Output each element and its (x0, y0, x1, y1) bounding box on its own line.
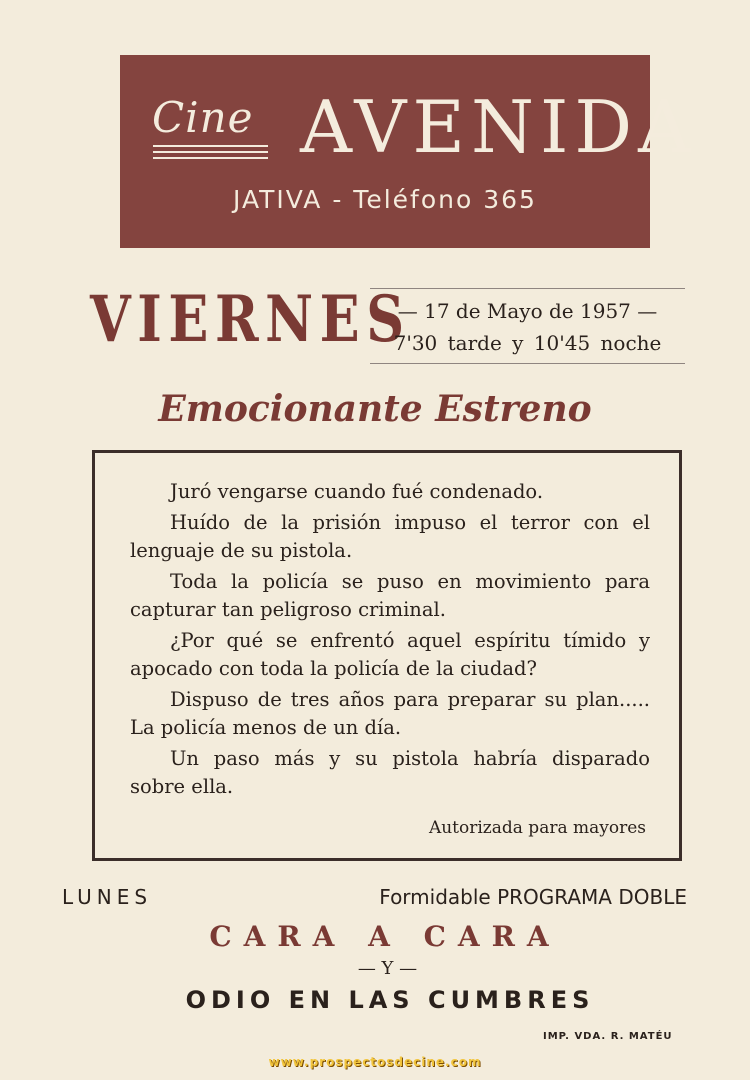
website-watermark: www.prospectosdecine.com (268, 1055, 482, 1069)
tagline: Emocionante Estreno (158, 388, 592, 430)
location-phone: JATIVA - Teléfono 365 (233, 185, 537, 214)
plot-paragraph: Dispuso de tres años para preparar su plan..... La policía menos de un día. (130, 688, 650, 739)
cinema-header (120, 55, 697, 248)
box-border-right (679, 453, 682, 858)
plot-paragraph: Huído de la prisión impuso el terror con el lenguaje de su pistola. (130, 511, 650, 562)
date-time-block (370, 288, 685, 364)
rating-note: Autorizada para mayores (428, 818, 646, 838)
program-label: Formidable PROGRAMA DOBLE (379, 885, 687, 909)
screening-day: VIERNES (90, 282, 411, 357)
plot-text (130, 478, 650, 804)
next-day: LUNES (62, 885, 153, 909)
plot-box (92, 450, 682, 861)
cinema-name: AVENIDA (300, 85, 697, 169)
decorative-lines (153, 145, 268, 165)
next-program-row (62, 883, 687, 913)
printer-credit: IMP. VDA. R. MATÉU (543, 1031, 673, 1042)
film-title-1: CARA A CARA (209, 920, 561, 953)
film-title-2: ODIO EN LAS CUMBRES (185, 986, 595, 1014)
plot-paragraph: Juró vengarse cuando fué condenado. (170, 480, 544, 503)
screening-times: 7'30 tarde y 10'45 noche (393, 331, 662, 355)
plot-paragraph: Un paso más y su pistola habría disparado sobre ella. (130, 747, 650, 798)
screening-date: — 17 de Mayo de 1957 — (397, 299, 658, 323)
plot-paragraph: ¿Por qué se enfrentó aquel espíritu tímido y apocado con toda la policía de la ciudad? (130, 629, 650, 680)
box-border-left (92, 453, 95, 858)
cine-label: Cine (152, 93, 254, 142)
film-connector: — Y — (357, 958, 418, 979)
plot-paragraph: Toda la policía se puso en movimiento para capturar tan peligroso criminal. (130, 570, 650, 621)
